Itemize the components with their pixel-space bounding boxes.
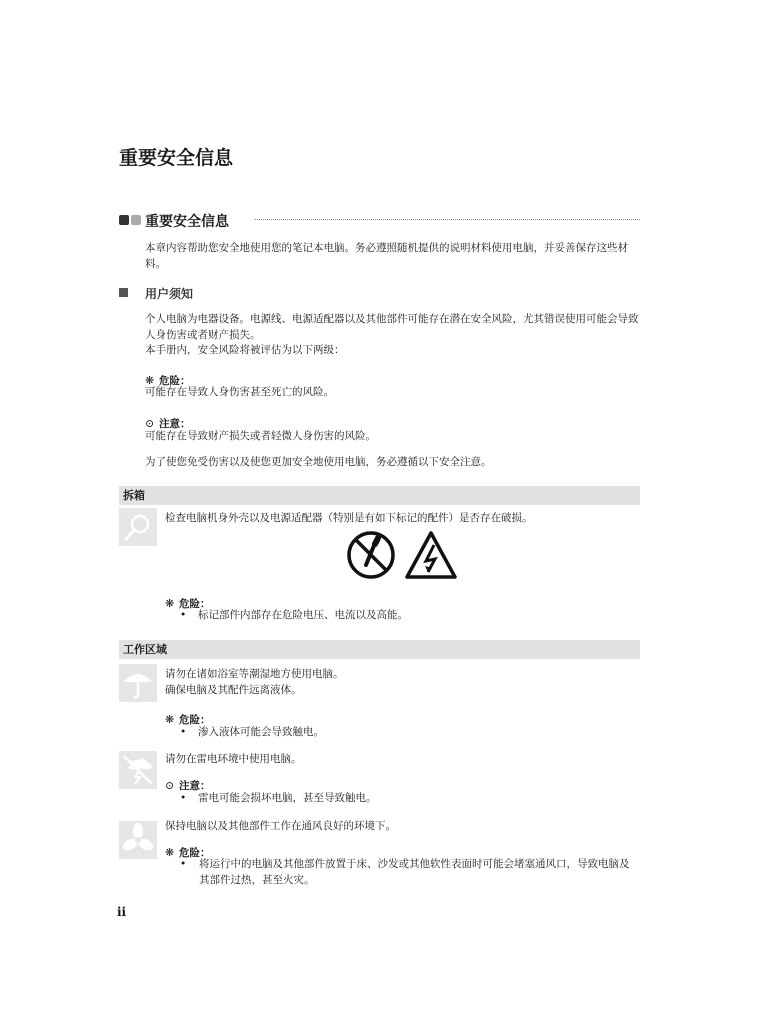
closing-note: 为了使您免受伤害以及使您更加安全地使用电脑，务必遵循以下安全注意。 bbox=[145, 456, 492, 468]
bullet-icon: • bbox=[180, 609, 187, 621]
high-voltage-icon bbox=[404, 529, 458, 581]
fan-icon bbox=[119, 821, 157, 859]
work-area-bar: 工作区域 bbox=[119, 640, 640, 659]
danger-label: 危险： bbox=[179, 598, 211, 610]
danger-burst-icon: ❋ bbox=[165, 713, 175, 726]
danger-label: 危险： bbox=[179, 847, 211, 859]
work-item2-bullet-item bbox=[180, 790, 377, 806]
bullet-icon: • bbox=[180, 858, 187, 870]
caution-circle-icon: ⊙ bbox=[165, 779, 175, 792]
work-item2-text: 请勿在雷电环境中使用电脑。 bbox=[165, 753, 302, 765]
work-item3-text: 保持电脑以及其他部件工作在通风良好的环境下。 bbox=[165, 820, 396, 832]
bullet-icon: • bbox=[180, 792, 187, 804]
danger-burst-icon: ❋ bbox=[165, 597, 175, 610]
work-item2-bullet-text: 雷电可能会损坏电脑，甚至导致触电。 bbox=[198, 792, 377, 804]
danger-burst-icon: ❋ bbox=[165, 846, 175, 859]
section-divider bbox=[255, 219, 640, 220]
bullet-icon: • bbox=[180, 726, 187, 738]
page-number: ii bbox=[117, 905, 127, 919]
section-title: 重要安全信息 bbox=[145, 214, 229, 230]
magnifier-icon bbox=[119, 508, 157, 546]
section-intro: 本章内容帮助您安全地使用您的笔记本电脑。务必遵照随机提供的说明材料使用电脑，并妥善保存这些材料。 bbox=[145, 242, 628, 270]
user-notice-heading: 用户须知 bbox=[145, 287, 194, 301]
work-item1-bullet-item bbox=[180, 724, 324, 740]
work-item1-line2: 确保电脑及其配件远离液体。 bbox=[165, 684, 302, 696]
work-item3-bullet-item bbox=[180, 856, 641, 888]
work-item3-bullet-text: 将运行中的电脑及其他部件放置于床、沙发或其他软性表面时可能会堵塞通风口，导致电脑及其部件过热，甚至火灾。 bbox=[199, 858, 630, 886]
danger-burst-icon: ❋ bbox=[145, 374, 155, 387]
subsection-square bbox=[119, 288, 128, 297]
no-lightning-icon bbox=[119, 751, 157, 789]
unpacking-text: 检查电脑机身外壳以及电源适配器（特别是有如下标记的配件）是否存在破损。 bbox=[165, 512, 533, 524]
user-notice-para2: 本手册内，安全风险将被评估为以下两级： bbox=[145, 344, 345, 356]
caution-circle-icon: ⊙ bbox=[145, 417, 155, 430]
caution-label: 注意： bbox=[159, 418, 191, 430]
caution-description: 可能存在导致财产损失或者轻微人身伤害的风险。 bbox=[145, 430, 376, 442]
section-marker-light bbox=[131, 215, 141, 225]
umbrella-icon bbox=[119, 664, 157, 702]
section-marker-dark bbox=[119, 215, 129, 225]
unpacking-bar: 拆箱 bbox=[119, 486, 640, 505]
danger-description: 可能存在导致人身伤害甚至死亡的风险。 bbox=[145, 386, 334, 398]
page-title: 重要安全信息 bbox=[119, 147, 234, 169]
unpacking-bullet-item bbox=[180, 607, 408, 623]
user-notice-para1: 个人电脑为电器设备。电源线、电源适配器以及其他部件可能存在潜在安全风险，尤其错误使用可能会导致人身伤害或者财产损失。 bbox=[145, 313, 639, 341]
danger-label: 危险： bbox=[179, 714, 211, 726]
work-item1-bullet-text: 渗入液体可能会导致触电。 bbox=[198, 726, 324, 738]
no-screwdriver-icon bbox=[345, 529, 397, 581]
work-item1-line1: 请勿在诸如浴室等潮湿地方使用电脑。 bbox=[165, 668, 344, 680]
unpacking-bullet-text: 标记部件内部存在危险电压、电流以及高能。 bbox=[198, 609, 408, 621]
danger-label: 危险： bbox=[159, 375, 191, 387]
caution-label: 注意： bbox=[179, 780, 211, 792]
